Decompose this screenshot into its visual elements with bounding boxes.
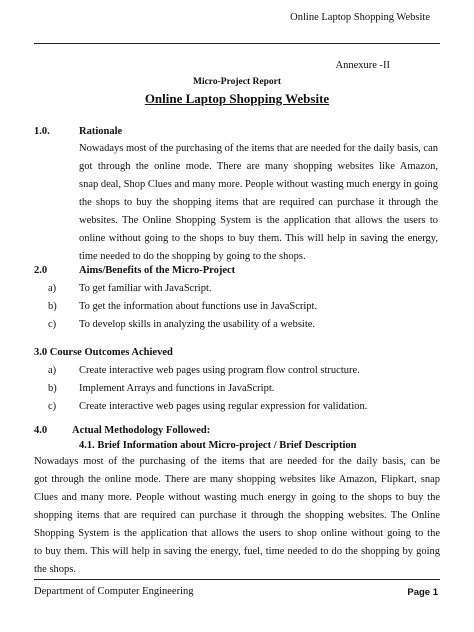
text-line: shopping items that are required can purchase it through the shopping websites. The Online bbox=[34, 510, 440, 521]
list-text: To develop skills in analyzing the usability of a website. bbox=[79, 319, 316, 330]
section4-title: Actual Methodology Followed: bbox=[72, 425, 211, 436]
list-marker: a) bbox=[48, 365, 57, 376]
section2-title: Aims/Benefits of the Micro-Project bbox=[79, 265, 236, 276]
section4-subtitle: 4.1. Brief Information about Micro-project / Brief Description bbox=[79, 440, 357, 451]
section1-number: 1.0. bbox=[34, 126, 50, 137]
section4-number: 4.0 bbox=[34, 425, 48, 436]
section3-title: 3.0 Course Outcomes Achieved bbox=[34, 347, 173, 358]
list-text: To get familiar with JavaScript. bbox=[79, 283, 212, 294]
list-marker: a) bbox=[48, 283, 57, 294]
running-header: Online Laptop Shopping Website bbox=[290, 12, 430, 23]
text-line: got through the online mode. There are many shopping websites like Amazon, bbox=[79, 161, 438, 172]
list-marker: c) bbox=[48, 319, 57, 330]
text-line: Shopping System is the application that allows the users to shop online without going to the bbox=[34, 528, 440, 539]
list-text: Create interactive web pages using regular expression for validation. bbox=[79, 401, 368, 412]
list-marker: b) bbox=[48, 301, 57, 312]
page-number: Page 1 bbox=[407, 587, 438, 598]
page-title: Online Laptop Shopping Website bbox=[144, 91, 330, 106]
section2-number: 2.0 bbox=[34, 265, 48, 276]
text-line: got through the online mode. There are many shopping websites like Amazon, Flipkart, snap bbox=[34, 474, 440, 485]
annexure-label: Annexure -II bbox=[335, 60, 390, 71]
text-line: Nowadays most of the purchasing of the items that are needed for the daily basis, can be bbox=[34, 456, 440, 467]
text-line: online without going to the shops to buy them. This will help in saving the energy, bbox=[79, 233, 438, 244]
text-line: time needed to do the shopping by going to the shops. bbox=[79, 251, 306, 262]
section1-paragraph bbox=[79, 140, 438, 266]
text-line: Nowadays most of the purchasing of the items that are needed for the daily basis, can bbox=[79, 143, 438, 154]
list-marker: c) bbox=[48, 401, 57, 412]
text-line: websites. The Online Shopping System is the application that allows the users to bbox=[79, 215, 438, 226]
text-line: the shops to buy the shopping items that are required can purchase it through the bbox=[79, 197, 438, 208]
list-marker: b) bbox=[48, 383, 57, 394]
list-text: Create interactive web pages using program flow control structure. bbox=[79, 365, 360, 376]
text-line: to buy them. This will help in saving the energy, fuel, time needed to do the shopping by going bbox=[34, 546, 440, 557]
text-line: snap deal, Shop Clues and many more. People without wasting much energy in going bbox=[79, 179, 438, 190]
header-rule bbox=[34, 43, 440, 44]
footer-rule bbox=[34, 579, 440, 580]
text-line: the shops. bbox=[34, 564, 76, 575]
footer-department: Department of Computer Engineering bbox=[34, 586, 194, 597]
text-line: Clues and many more. People without wasting much energy in going to the shops to buy the bbox=[34, 492, 440, 503]
section4-paragraph bbox=[34, 453, 440, 579]
report-label: Micro-Project Report bbox=[192, 77, 281, 87]
list-text: Implement Arrays and functions in JavaScript. bbox=[79, 383, 275, 394]
list-text: To get the information about functions use in JavaScript. bbox=[79, 301, 318, 312]
section1-title: Rationale bbox=[79, 126, 123, 137]
